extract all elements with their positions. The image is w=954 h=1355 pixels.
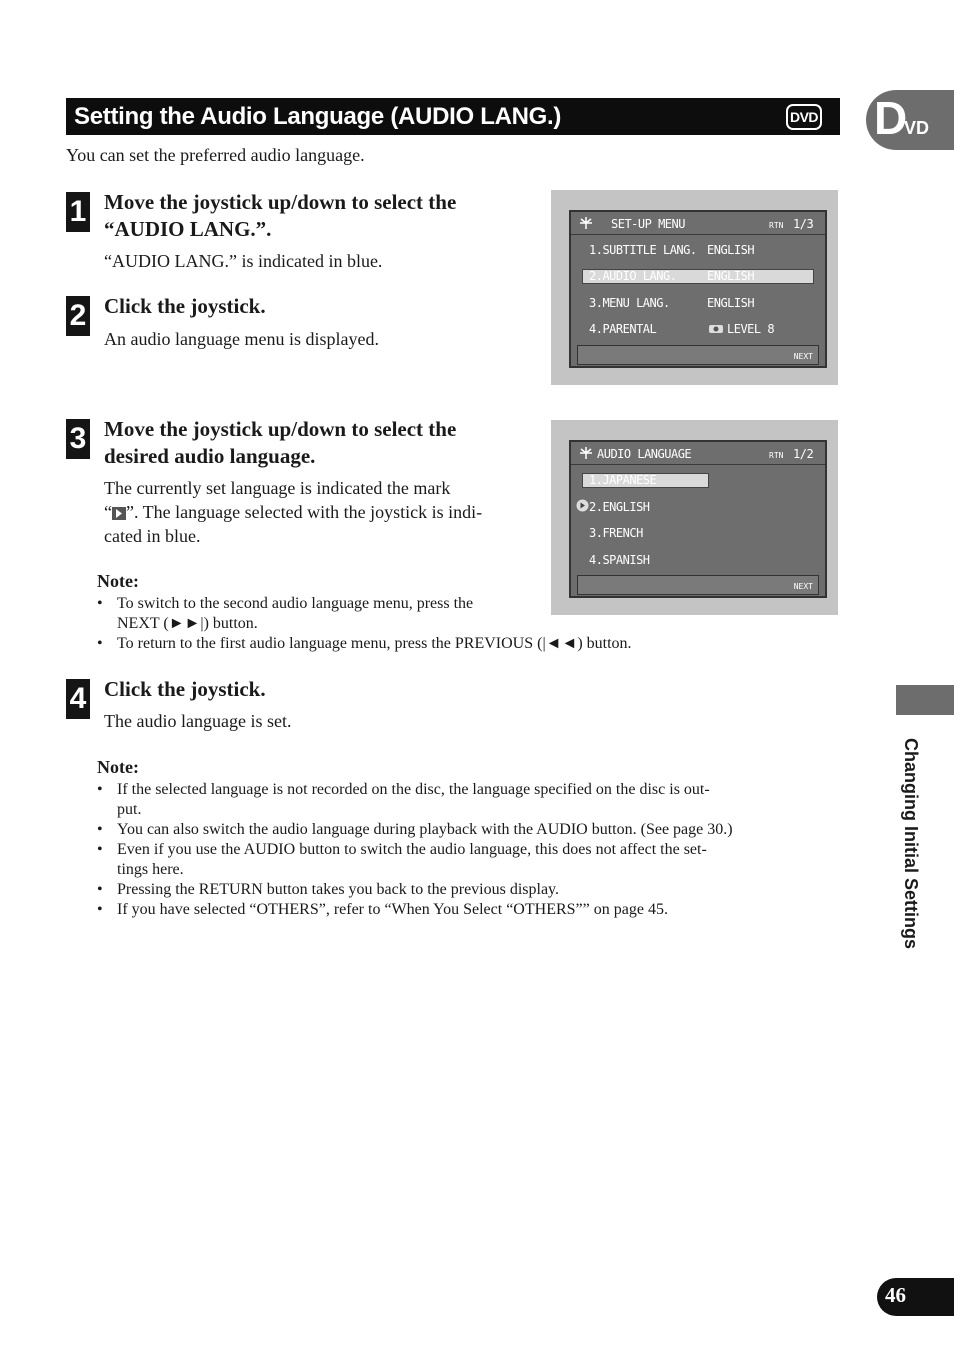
audio-row-1: 1.JAPANESE (589, 473, 657, 487)
page-number: 46 (885, 1283, 906, 1307)
setup-row-3-value: ENGLISH (707, 296, 755, 310)
setup-row-1-label: 1.SUBTITLE LANG. (589, 243, 697, 257)
page-number-tab (877, 1278, 954, 1316)
step-number-3: 3 (66, 419, 90, 459)
step-1-heading: Move the joystick up/down to select the “AUDIO LANG.”. (104, 190, 457, 241)
audio-next-label: NEXT (793, 582, 813, 591)
step-number-4: 4 (66, 679, 90, 719)
setup-menu-page: 1/3 (793, 217, 814, 231)
setup-next-bar[interactable] (577, 345, 819, 365)
audio-menu-page: 1/2 (793, 447, 814, 461)
section-title: Setting the Audio Language (AUDIO LANG.) (74, 103, 562, 130)
note-2-item: • Pressing the RETURN button takes you back to the previous display. (97, 880, 807, 900)
note-2-item: • If the selected language is not recorded on the disc, the language specified on the disc is out- put. (97, 780, 807, 820)
step-3-heading: Move the joystick up/down to select the desired audio language. (104, 417, 457, 468)
note-1-heading: Note: (97, 571, 139, 591)
section-title-bar (66, 98, 840, 135)
dvd-tab-letter: D (874, 92, 908, 144)
setup-menu-title: SET-UP MENU (611, 217, 685, 231)
step-1-body: “AUDIO LANG.” is indicated in blue. (104, 251, 383, 271)
dvd-tab-suffix: VD (904, 118, 930, 138)
setup-row-4-value: LEVEL 8 (727, 322, 775, 336)
step-number-1: 1 (66, 192, 90, 232)
dvd-chapter-tab (866, 90, 954, 150)
note-1-item: • To return to the first audio language menu, press the PREVIOUS (|◄◄) button. (97, 634, 797, 654)
audio-next-bar[interactable] (577, 575, 819, 595)
note-1-list (97, 594, 797, 654)
step-4-heading: Click the joystick. (104, 677, 266, 701)
audio-menu-rtn: RTN (769, 451, 784, 460)
dvd-badge-icon: DVD (786, 104, 822, 130)
step-4-body: The audio language is set. (104, 711, 292, 731)
audio-menu-title: AUDIO LANGUAGE (597, 447, 692, 461)
setup-menu-screenshot (551, 190, 838, 385)
setup-next-label: NEXT (793, 352, 813, 361)
audio-language-screenshot (551, 420, 838, 615)
setup-row-1-value: ENGLISH (707, 243, 755, 257)
note-1-item: • To switch to the second audio language menu, press the NEXT (►►|) button. (97, 594, 797, 634)
step-2-body: An audio language menu is displayed. (104, 329, 379, 349)
step-2-heading: Click the joystick. (104, 294, 266, 318)
audio-row-4: 4.SPANISH (589, 553, 650, 567)
audio-menu-icon (577, 446, 595, 460)
audio-language-screen (569, 440, 827, 598)
step-number-2: 2 (66, 296, 90, 336)
note-2-heading: Note: (97, 757, 139, 777)
note-2-list (97, 780, 807, 920)
note-2-item: • You can also switch the audio language during playback with the AUDIO button. (See page 30.) (97, 820, 807, 840)
parental-lock-icon (708, 322, 724, 334)
audio-row-2: 2.ENGLISH (589, 500, 650, 514)
current-language-mark-icon (576, 499, 589, 512)
step-3-body: The currently set language is indicated the mark “ ”. The language selected with the joystick is indi- cated in blue. (104, 478, 483, 546)
setup-menu-icon (577, 216, 595, 230)
note-2-item: • Even if you use the AUDIO button to switch the audio language, this does not affect the set- tings here. (97, 840, 807, 880)
setup-row-2-label: 2.AUDIO LANG. (589, 269, 677, 283)
intro-text: You can set the preferred audio language. (66, 145, 365, 165)
note-2-item: • If you have selected “OTHERS”, refer to “When You Select “OTHERS”” on page 45. (97, 900, 807, 920)
setup-row-4-label: 4.PARENTAL (589, 322, 657, 336)
setup-row-2-value: ENGLISH (707, 269, 755, 283)
current-mark-icon (112, 507, 126, 520)
setup-menu-rtn: RTN (769, 221, 784, 230)
setup-menu-screen (569, 210, 827, 368)
setup-row-3-label: 3.MENU LANG. (589, 296, 670, 310)
section-side-label: Changing Initial Settings (901, 738, 921, 949)
section-marker-bar (896, 685, 954, 715)
audio-row-3: 3.FRENCH (589, 526, 643, 540)
